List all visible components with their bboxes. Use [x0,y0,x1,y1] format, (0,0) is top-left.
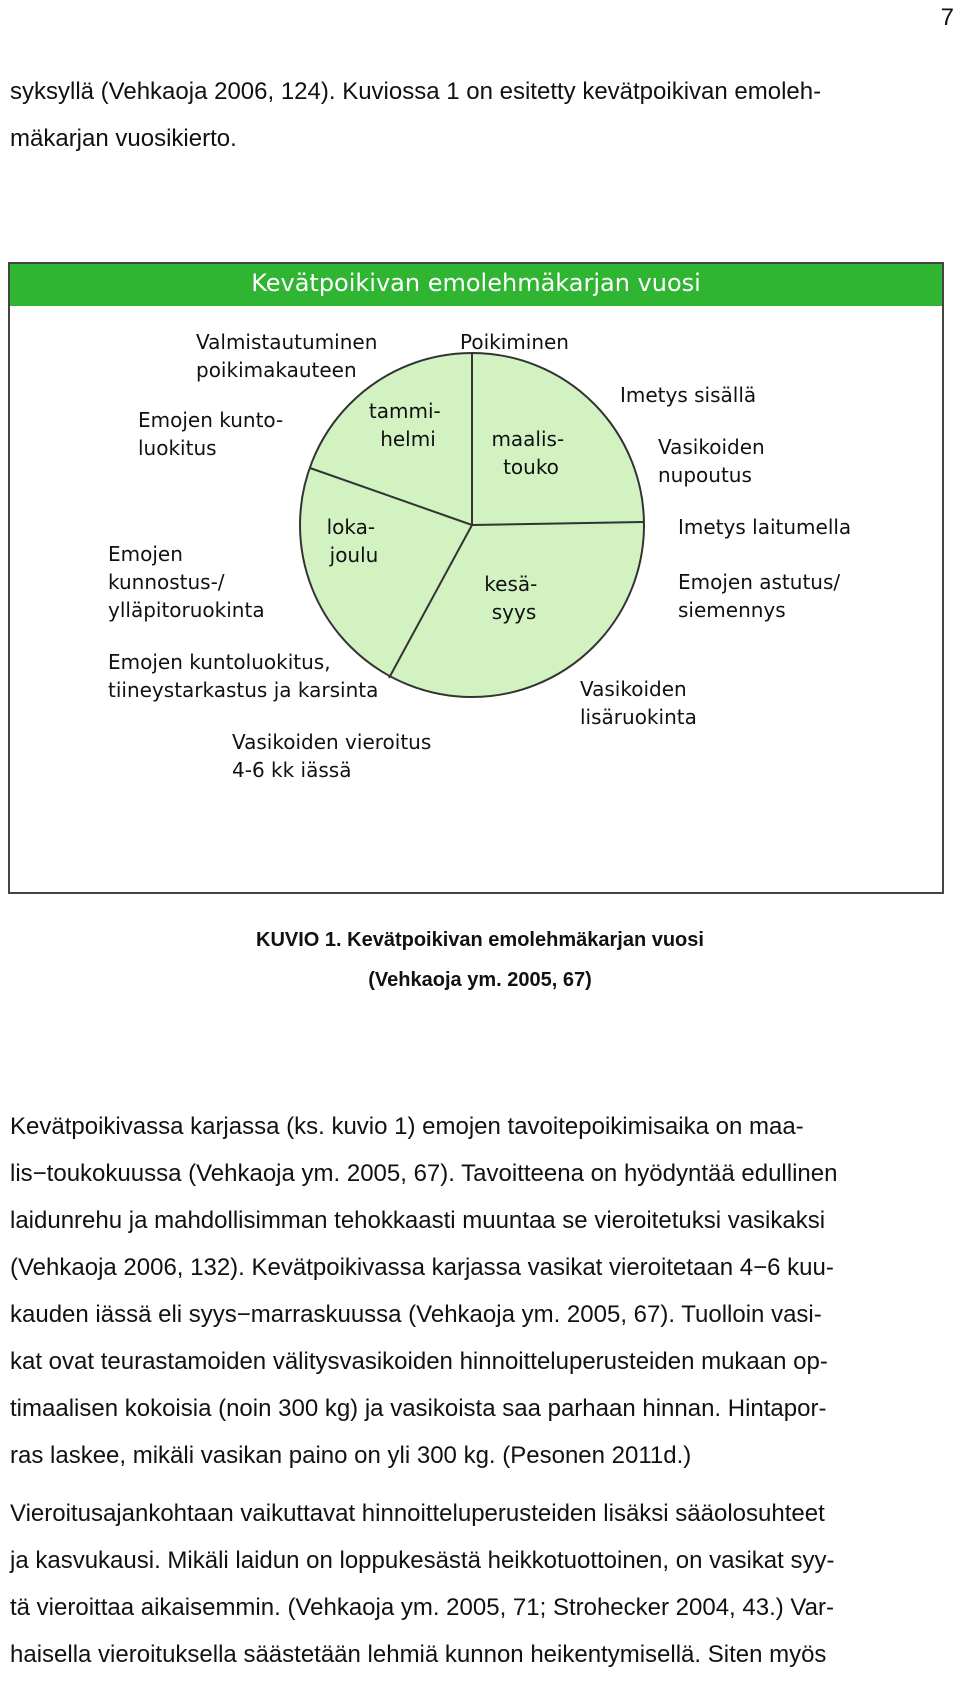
figure-drawing [10,264,942,892]
paragraph-weaning-timing [10,1490,950,1678]
page-number: 7 [940,4,954,31]
text-line: laidunrehu ja mahdollisimman tehokkaasti muuntaa se vieroitetuksi vasikaksi [10,1207,826,1234]
label-calf-supplement-feeding: Vasikoiden lisäruokinta [580,677,697,729]
paragraph-intro [10,68,950,162]
label-maintenance-feeding: Emojen kunnostus-/ ylläpitoruokinta [108,542,265,622]
text-line: ja kasvukausi. Mikäli laidun on loppukesästä heikkotuottoinen, on vasikat syy- [10,1547,835,1574]
label-preparation-calving: Valmistautuminen poikimakauteen [196,330,378,382]
label-weaning: Vasikoiden vieroitus 4-6 kk iässä [232,730,432,782]
figure-title: Kevätpoikivan emolehmäkarjan vuosi [251,269,701,297]
figure-caption-source: (Vehkaoja ym. 2005, 67) [368,969,592,991]
label-condition-scoring: Emojen kunto- luokitus [138,408,284,460]
figure-annual-cycle [8,262,944,894]
sector-label-summer: kesä- syys [484,572,538,624]
sector-label-spring: maalis- touko [491,427,565,479]
text-line: timaalisen kokoisia (noin 300 kg) ja vasikoista saa parhaan hinnan. Hintapor- [10,1395,827,1422]
text-line: mäkarjan vuosikierto. [10,125,237,152]
text-line: (Vehkaoja 2006, 132). Kevätpoikivassa karjassa vasikat vieroitetaan 4−6 kuu- [10,1254,834,1281]
text-line: Vieroitusajankohtaan vaikuttavat hinnoitteluperusteiden lisäksi sääolosuhteet [10,1500,825,1527]
sector-label-winter: tammi- helmi [368,399,441,451]
label-pasture-suckling: Imetys laitumella [678,515,852,539]
label-calving: Poikiminen [460,330,569,354]
label-indoor-suckling: Imetys sisällä [620,383,757,407]
text-line: tä vieroittaa aikaisemmin. (Vehkaoja ym. 2005, 71; Strohecker 2004, 43.) Var- [10,1594,834,1621]
label-pregnancy-check: Emojen kuntoluokitus, tiineystarkastus ja karsinta [108,650,379,702]
text-line: kat ovat teurastamoiden välitysvasikoiden hinnoitteluperusteiden mukaan op- [10,1348,828,1375]
text-line: kauden iässä eli syys−marraskuussa (Vehkaoja ym. 2005, 67). Tuolloin vasi- [10,1301,822,1328]
text-line: haisella vieroituksella säästetään lehmiä kunnon heikentymisellä. Siten myös [10,1641,827,1668]
paragraph-calving-season [10,1103,950,1479]
label-breeding: Emojen astutus/ siemennys [678,570,841,622]
label-calf-dehorning: Vasikoiden nupoutus [658,435,765,487]
text-line: ras laskee, mikäli vasikan paino on yli 300 kg. (Pesonen 2011d.) [10,1442,692,1469]
figure-caption-title: KUVIO 1. Kevätpoikivan emolehmäkarjan vuosi [256,929,704,951]
text-line: Kevätpoikivassa karjassa (ks. kuvio 1) emojen tavoitepoikimisaika on maa- [10,1113,804,1140]
text-line: lis−toukokuussa (Vehkaoja ym. 2005, 67). Tavoitteena on hyödyntää edullinen [10,1160,838,1187]
text-line: syksyllä (Vehkaoja 2006, 124). Kuviossa 1 on esitetty kevätpoikivan emoleh- [10,78,822,105]
sector-label-autumn: loka- joulu [326,515,379,567]
